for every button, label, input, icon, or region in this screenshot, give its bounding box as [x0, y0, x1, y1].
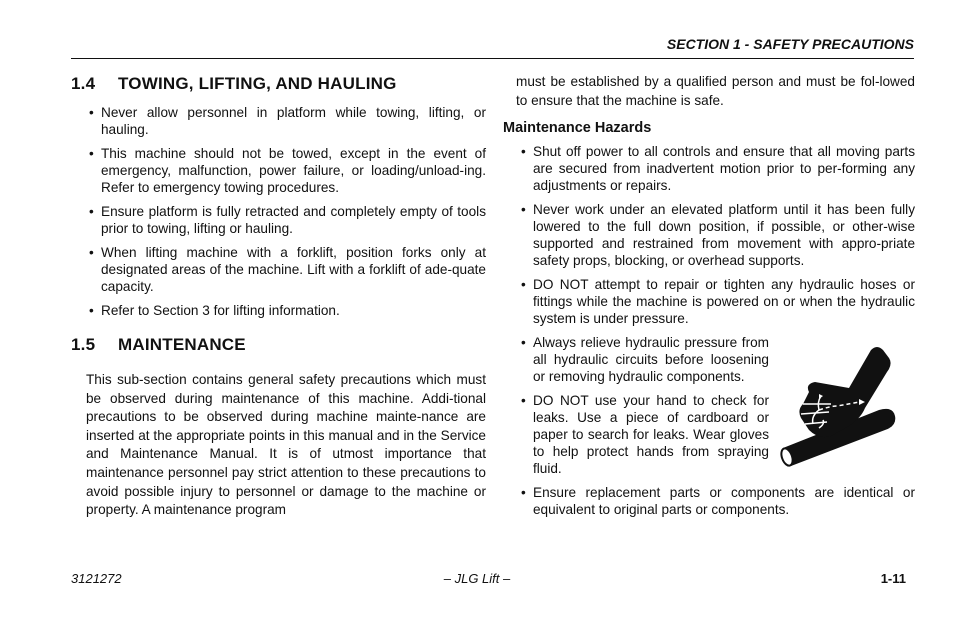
hazards-bullet-list — [503, 143, 915, 327]
section-header: SECTION 1 - SAFETY PRECAUTIONS — [666, 36, 914, 52]
doc-number: 3121272 — [71, 571, 122, 586]
maintenance-paragraph-continued: must be established by a qualified person and must be fol-lowed to ensure that the machine is safe. — [516, 74, 915, 108]
list-item: • Never allow personnel in platform while towing, lifting, or hauling. — [71, 104, 486, 138]
section-title: TOWING, LIFTING, AND HAULING — [118, 74, 397, 93]
list-item: • Never work under an elevated platform until it has been fully lowered to the full down position, if possible, or other-wise supported and restrained from movement with appro-priate safety props, blocking, or overhead supports. — [503, 201, 915, 269]
page-number: 1-11 — [880, 571, 906, 586]
towing-bullet-list — [71, 104, 486, 319]
list-item: • Shut off power to all controls and ensure that all moving parts are secured from inadvertent motion prior to per-forming any adjustments or repairs. — [503, 143, 915, 194]
list-item: • Ensure platform is fully retracted and completely empty of tools prior to towing, lifting or hauling. — [71, 203, 486, 237]
list-item: • DO NOT use your hand to check for leaks. Use a piece of cardboard or paper to search for leaks. Wear gloves to help protect hands from spraying fluid. — [503, 392, 769, 477]
list-item: • This machine should not be towed, except in the event of emergency, malfunction, power failure, or loading/unload-ing. Refer to emergency towing procedures. — [71, 145, 486, 196]
section-title: MAINTENANCE — [118, 335, 246, 354]
section-number: 1.5 — [71, 335, 96, 354]
list-item: • Refer to Section 3 for lifting information. — [71, 302, 486, 319]
list-item: • Always relieve hydraulic pressure from all hydraulic circuits before loosening or removing hydraulic components. — [503, 334, 769, 385]
footer-brand: – JLG Lift – — [443, 571, 511, 586]
right-column — [503, 73, 915, 525]
section-1-5-heading — [71, 335, 486, 355]
maintenance-paragraph: This sub-section contains general safety precautions which must be observed during maintenance of this machine. Addi-tional precautions to be observed during machine mainte-nance are inserted at the appropriate points in this manual and in the Service and Maintenance Manual. It is of utmost importance that maintenance personnel pay strict attention to these precautions to avoid possible injury to personnel or damage to the machine or property. A maintenance program — [86, 372, 486, 518]
hazards-heading: Maintenance Hazards — [503, 120, 652, 136]
hydraulic-injection-hand-icon — [779, 344, 901, 469]
section-number: 1.4 — [71, 74, 96, 93]
list-item: • When lifting machine with a forklift, position forks only at designated areas of the machine. Lift with a forklift of ade-quate capacity. — [71, 244, 486, 295]
left-column — [71, 74, 486, 520]
section-1-4-heading — [71, 74, 486, 94]
hazards-bullet-list-bottom — [503, 484, 915, 518]
hazard-figure-block — [503, 334, 915, 477]
header-rule — [71, 58, 914, 59]
list-item: • DO NOT attempt to repair or tighten any hydraulic hoses or fittings while the machine is powered on or when the hydraulic system is under pressure. — [503, 276, 915, 327]
list-item: • Ensure replacement parts or components are identical or equivalent to original parts or components. — [503, 484, 915, 518]
